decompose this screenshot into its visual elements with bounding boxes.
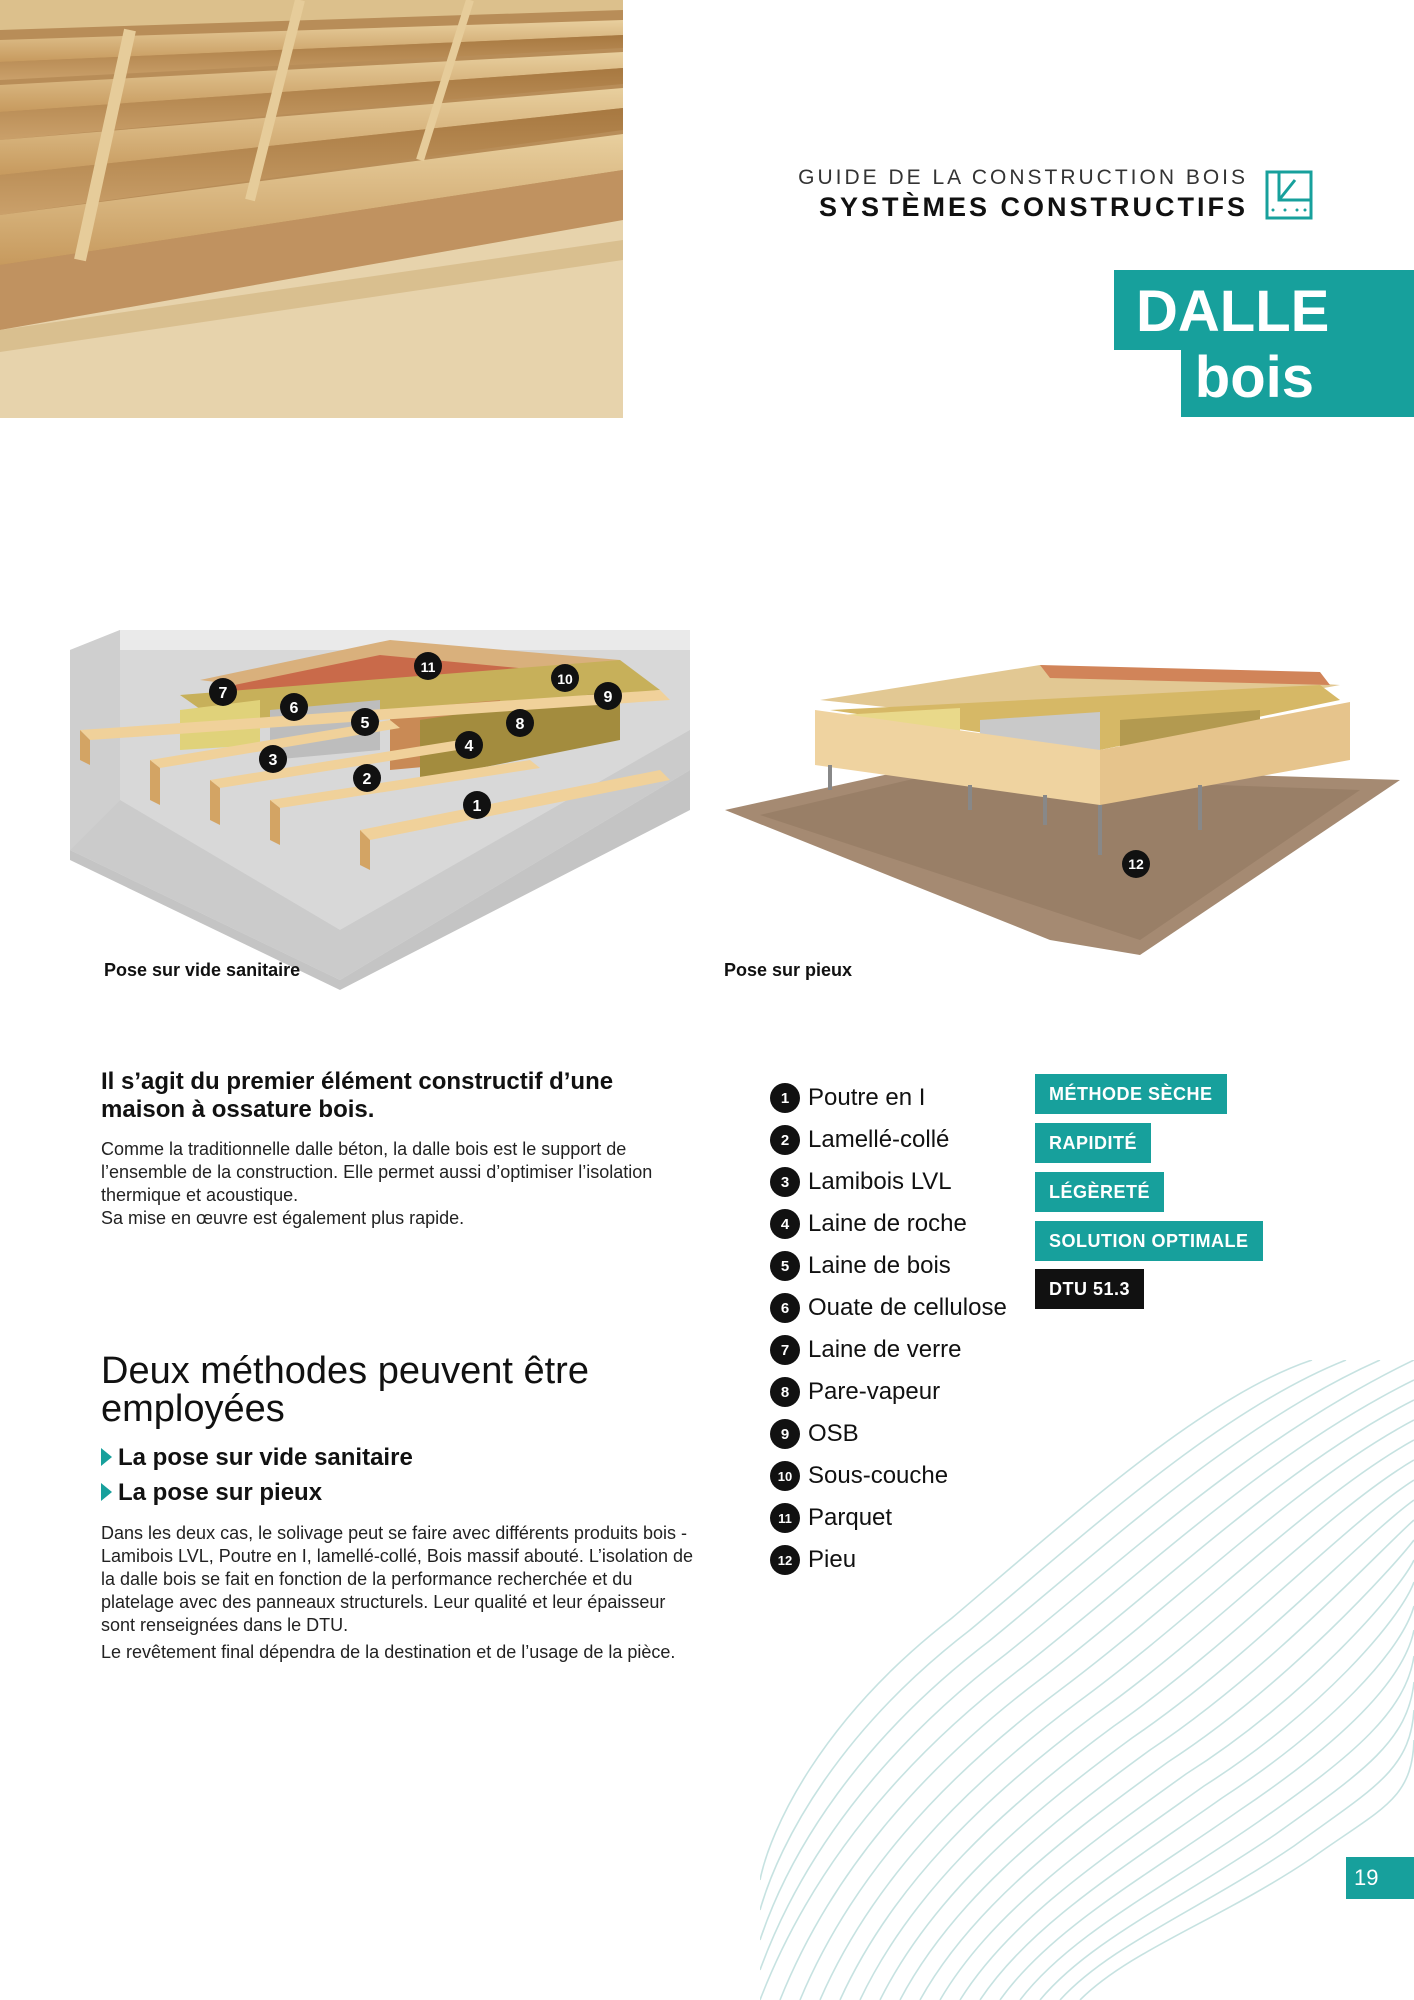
guide-header — [798, 166, 1248, 223]
methods-paragraph-1: Dans les deux cas, le solivage peut se faire avec différents produits bois - Lamibois LVL, Poutre en I, lamellé-collé, Bois massif abouté. L’isolation de la dalle bois se fait en fonction de la performance recherchée et du platelage avec des panneaux structurels. Leur qualité et leur épaisseur sont renseignées dans le DTU. — [101, 1523, 693, 1635]
marker-3 — [259, 745, 287, 773]
marker-4 — [455, 731, 483, 759]
tag-speed: RAPIDITÉ — [1035, 1123, 1151, 1163]
section-title-line2: bois — [1181, 345, 1414, 417]
topographic-lines-decoration — [760, 1360, 1414, 2000]
method-bullet-2: La pose sur pieux — [101, 1479, 322, 1507]
legend-item: 3 Lamibois LVL — [770, 1161, 1030, 1203]
triangle-bullet-icon — [101, 1448, 112, 1466]
svg-text:6: 6 — [289, 700, 299, 717]
tag-dtu: DTU 51.3 — [1035, 1269, 1144, 1309]
caption-piles: Pose sur pieux — [724, 960, 853, 980]
marker-10 — [551, 664, 579, 692]
triangle-bullet-icon — [101, 1483, 112, 1501]
svg-text:3: 3 — [268, 752, 278, 769]
joists-photo — [0, 0, 623, 418]
legend-item: 5 Laine de bois — [770, 1245, 1030, 1287]
legend-item: 12 Pieu — [770, 1539, 1030, 1581]
house-frame-icon — [1265, 170, 1313, 220]
legend-item: 7 Laine de verre — [770, 1329, 1030, 1371]
marker-1 — [463, 791, 491, 819]
legend-item: 4 Laine de roche — [770, 1203, 1030, 1245]
svg-text:5: 5 — [360, 715, 370, 732]
legend-item: 10 Sous-couche — [770, 1455, 1030, 1497]
method-bullet-1: La pose sur vide sanitaire — [101, 1444, 413, 1472]
svg-text:8: 8 — [515, 716, 525, 733]
marker-11 — [414, 652, 442, 680]
marker-7 — [209, 678, 237, 706]
legend-item: 2 Lamellé-collé — [770, 1119, 1030, 1161]
marker-8 — [506, 709, 534, 737]
intro-lead: Il s’agit du premier élément constructif d’une maison à ossature bois. — [101, 1068, 614, 1123]
marker-5 — [351, 708, 379, 736]
svg-text:4: 4 — [464, 738, 474, 755]
tag-lightness: LÉGÈRETÉ — [1035, 1172, 1164, 1212]
marker-12 — [1122, 850, 1150, 878]
legend-item: 6 Ouate de cellulose — [770, 1287, 1030, 1329]
svg-text:12: 12 — [1128, 856, 1144, 872]
diagram-crawl-space — [60, 600, 700, 990]
legend-item: 8 Pare-vapeur — [770, 1371, 1030, 1413]
methods-heading: Deux méthodes peuvent être employées — [101, 1350, 589, 1430]
legend-item: 9 OSB — [770, 1413, 1030, 1455]
svg-text:9: 9 — [603, 689, 613, 706]
guide-subtitle: GUIDE DE LA CONSTRUCTION BOIS — [798, 166, 1248, 189]
intro-paragraph-2: Sa mise en œuvre est également plus rapide. — [101, 1208, 465, 1228]
intro-paragraph-1: Comme la traditionnelle dalle béton, la dalle bois est le support de l’ensemble de la construction. Elle permet aussi d’optimiser l’isolation thermique et acoustique. Sa mise en œuvre est également plus rapide. — [101, 1139, 653, 1228]
marker-9 — [594, 682, 622, 710]
legend-item: 11 Parquet — [770, 1497, 1030, 1539]
marker-2 — [353, 764, 381, 792]
methods-paragraph-2: Le revêtement final dépendra de la destination et de l’usage de la pièce. — [101, 1642, 676, 1662]
svg-text:2: 2 — [362, 771, 372, 788]
svg-text:1: 1 — [472, 798, 482, 815]
legend-item: 1 Poutre en I — [770, 1077, 1030, 1119]
tag-optimal-solution: SOLUTION OPTIMALE — [1035, 1221, 1263, 1261]
svg-text:10: 10 — [557, 671, 573, 687]
marker-6 — [280, 693, 308, 721]
svg-text:11: 11 — [420, 659, 436, 675]
diagram-piles — [720, 640, 1400, 960]
section-title-line1: DALLE — [1114, 270, 1414, 350]
caption-crawl-space: Pose sur vide sanitaire — [104, 960, 301, 980]
page-number: 19 — [1346, 1857, 1414, 1899]
svg-text:7: 7 — [218, 685, 228, 702]
tag-dry-method: MÉTHODE SÈCHE — [1035, 1074, 1227, 1114]
guide-title: SYSTÈMES CONSTRUCTIFS — [818, 192, 1248, 222]
